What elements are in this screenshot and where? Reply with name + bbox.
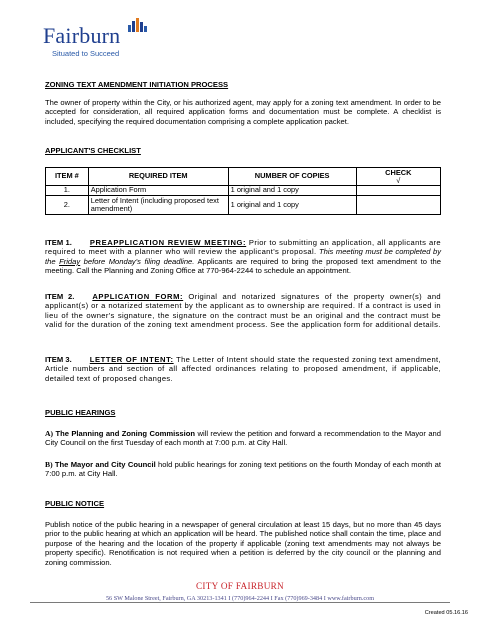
item3-label [45, 355, 174, 364]
checklist-table [45, 167, 441, 215]
hearing-b-label: B) [45, 460, 53, 469]
item3-paragraph [45, 355, 441, 383]
item1-label [45, 238, 246, 247]
item3-number: ITEM 3. [45, 355, 72, 364]
created-date: Created 05.16.16 [424, 610, 468, 616]
item1-deadline-text: This meeting must be completed by the [45, 247, 441, 266]
public-notice-paragraph: Publish notice of the public hearing in a newspaper of general circulation at least 15 days, but no more than 45 days prior to the public hearing at which an application will be heard. The published notice shall contain the time, place and purpose of the hearing and the location of the property if applicable (zoning text amendments may not always be property specific). Renotification is not required when a petition is deferred by the city council or the planning and zoning commission. [45, 520, 441, 567]
item2-title: APPLICATION FORM: [92, 292, 184, 301]
hearing-a-label: A) [45, 429, 54, 438]
header-check [356, 168, 440, 186]
row-required-item: Letter of Intent (including proposed text amendment) [88, 196, 228, 215]
document-title: ZONING TEXT AMENDMENT INITIATION PROCESS [45, 80, 229, 89]
item2-text: Original and notarized signatures of the property owner(s) and applicant(s) or a notarized statement by the applicant as to ownership are required. If a contract is used in lieu of the owner's signature, the signature on the contract must be an original and the contract must be valid for the duration of the zoning text amendment process. See the application form for additional details. [45, 292, 441, 330]
table-row [46, 196, 441, 215]
hearing-b-paragraph [45, 460, 441, 479]
item1-text-c: Applicants are required to bring the proposed text amendment to the meeting. Call the Planning and Zoning Office at 770-964-2244 to schedule an appointment. [45, 256, 441, 276]
logo-tagline: Situated to Succeed [52, 49, 120, 58]
item2-number: ITEM 2. [45, 292, 75, 301]
header-check-label: CHECK [385, 167, 412, 177]
fairburn-logo [43, 17, 183, 61]
check-mark-icon: √ [396, 175, 401, 185]
row-check-box [356, 196, 440, 215]
hearing-b-body: The Mayor and City Council [54, 460, 156, 469]
footer-divider [30, 602, 450, 603]
hearing-a-body: The Planning and Zoning Commission [55, 429, 196, 438]
header-item-number: ITEM # [46, 168, 89, 186]
hearing-b-text: hold public hearings for zoning text petitions on the fourth Monday of each month at 7:00 p.m. at City Hall. [45, 460, 441, 479]
item1-deadline-end: before Monday's filing deadline. [80, 256, 195, 266]
item1-text-a: Prior to submitting an application, all applicants are required to meet with a planner who will review the applicant's proposal. [45, 238, 441, 257]
item3-text: The Letter of Intent should state the requested zoning text amendment, Article numbers and section of all affected ordinances relating to proposed amendment, if applicable, detailed text of proposed changes. [45, 355, 441, 383]
item1-title: PREAPPLICATION REVIEW MEETING: [89, 238, 247, 247]
row-copies: 1 original and 1 copy [228, 196, 356, 215]
item1-deadline-day: Friday [59, 256, 81, 266]
item1-paragraph [45, 238, 441, 276]
hearing-a-paragraph [45, 429, 441, 448]
checklist-header-row [46, 168, 441, 186]
footer-city-name: CITY OF FAIRBURN [195, 581, 284, 591]
row-copies: 1 original and 1 copy [228, 186, 356, 196]
row-number: 2. [46, 196, 89, 215]
hearing-a-text: will review the petition and forward a recommendation to the Mayor and City Council on the first Tuesday of each month at 7:00 p.m. at City Hall. [45, 429, 442, 448]
item3-title: LETTER OF INTENT: [89, 355, 174, 364]
intro-paragraph: The owner of property within the City, or his authorized agent, may apply for a zoning text amendment. In order to be accepted for consideration, all required application forms and documentation must be complete. A checklist is included, specifying the required documentation comprising a complete application packet. [45, 98, 441, 126]
item2-paragraph [45, 292, 441, 330]
row-required-item: Application Form [88, 186, 228, 196]
row-number: 1. [46, 186, 89, 196]
logo-wordmark: Fairburn [43, 23, 121, 48]
header-number-of-copies: NUMBER OF COPIES [228, 168, 356, 186]
row-check-box [356, 186, 440, 196]
header-required-item: REQUIRED ITEM [88, 168, 228, 186]
public-notice-heading: PUBLIC NOTICE [45, 499, 105, 508]
public-hearings-heading: PUBLIC HEARINGS [45, 408, 116, 417]
checklist-heading: APPLICANT'S CHECKLIST [45, 146, 141, 155]
skyline-icon [127, 18, 149, 32]
table-row [46, 186, 441, 196]
item1-number: ITEM 1. [45, 238, 72, 247]
item2-label [45, 292, 183, 301]
footer-address: 56 SW Malone Street, Fairburn, GA 30213-1341 I (770)964-2244 I Fax (770)969-3484 I www.fairburn.com [105, 595, 375, 602]
